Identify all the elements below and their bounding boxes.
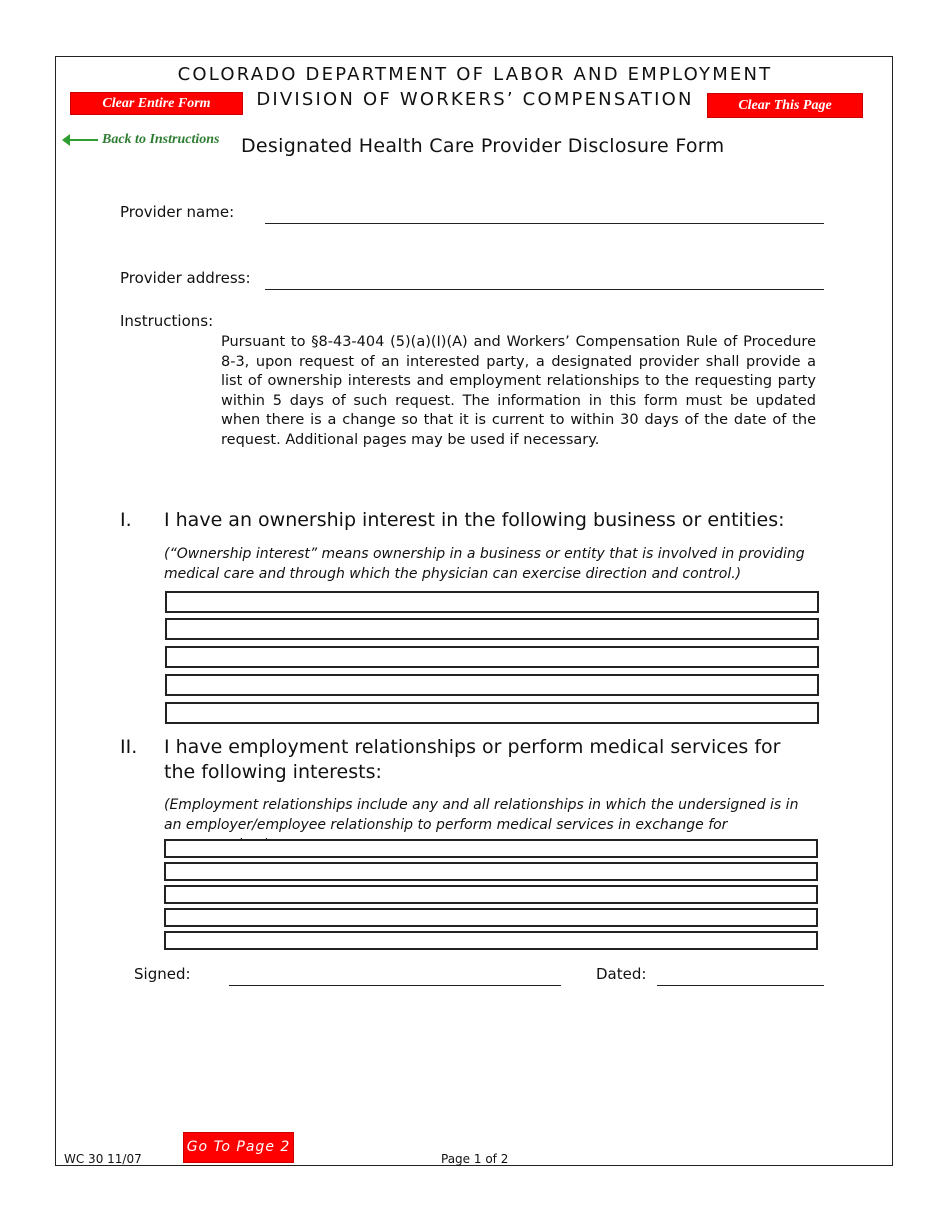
agency-name: COLORADO DEPARTMENT OF LABOR AND EMPLOYMENT	[177, 64, 773, 85]
provider-address-label: Provider address:	[120, 269, 251, 287]
ownership-entry-1[interactable]	[165, 591, 819, 613]
section2-note: (Employment relationships include any and all relationships in which the undersigned is in an employer/employee relationship to perform medical services in exchange for	[164, 797, 799, 833]
back-to-instructions-link[interactable]	[64, 132, 219, 148]
ownership-entry-5[interactable]	[165, 702, 819, 724]
section2-heading: I have employment relationships or perform medical services for the following interests:	[164, 736, 781, 783]
instructions-label: Instructions:	[120, 312, 214, 330]
employment-entry-4[interactable]	[164, 908, 818, 927]
date-field[interactable]	[657, 985, 824, 986]
instructions-text: Pursuant to §8-43-404 (5)(a)(I)(A) and Workers’ Compensation Rule of Procedure 8-3, upon request of an interested party, a designated provider shall provide a list of ownership interests and employment relationships to the requesting party within 5 days of such request. The information in this form must be updated when there is a change so that it is current to within 30 days of the date of the request. Additional pages may be used if necessary.	[221, 334, 816, 448]
division-name: DIVISION OF WORKERS’ COMPENSATION	[256, 89, 694, 110]
section1-note: (“Ownership interest” means ownership in a business or entity that is involved in providing medical care and through which the physician can exercise direction and control.)	[164, 546, 805, 582]
back-arrow-icon	[64, 139, 98, 141]
clear-this-page-button[interactable]: Clear This Page	[707, 93, 863, 118]
section1-numeral: I.	[120, 509, 132, 531]
signed-label: Signed:	[134, 965, 191, 983]
page-number: Page 1 of 2	[441, 1152, 509, 1166]
section2-numeral: II.	[120, 736, 138, 758]
provider-name-label: Provider name:	[120, 203, 235, 221]
provider-address-field[interactable]	[265, 289, 824, 290]
employment-entry-5[interactable]	[164, 931, 818, 950]
employment-entry-1[interactable]	[164, 839, 818, 858]
go-to-page-2-button[interactable]: Go To Page 2	[183, 1132, 294, 1163]
ownership-entry-4[interactable]	[165, 674, 819, 696]
provider-name-field[interactable]	[265, 223, 824, 224]
employment-entry-3[interactable]	[164, 885, 818, 904]
section1-heading: I have an ownership interest in the following business or entities:	[164, 509, 785, 531]
employment-entry-2[interactable]	[164, 862, 818, 881]
form-title: Designated Health Care Provider Disclosure Form	[241, 135, 725, 157]
back-link-label: Back to Instructions	[102, 132, 220, 147]
signature-field[interactable]	[229, 985, 561, 986]
clear-entire-form-button[interactable]: Clear Entire Form	[70, 92, 243, 115]
form-code: WC 30 11/07	[64, 1152, 142, 1166]
dated-label: Dated:	[596, 965, 647, 983]
ownership-entry-2[interactable]	[165, 618, 819, 640]
ownership-entry-3[interactable]	[165, 646, 819, 668]
